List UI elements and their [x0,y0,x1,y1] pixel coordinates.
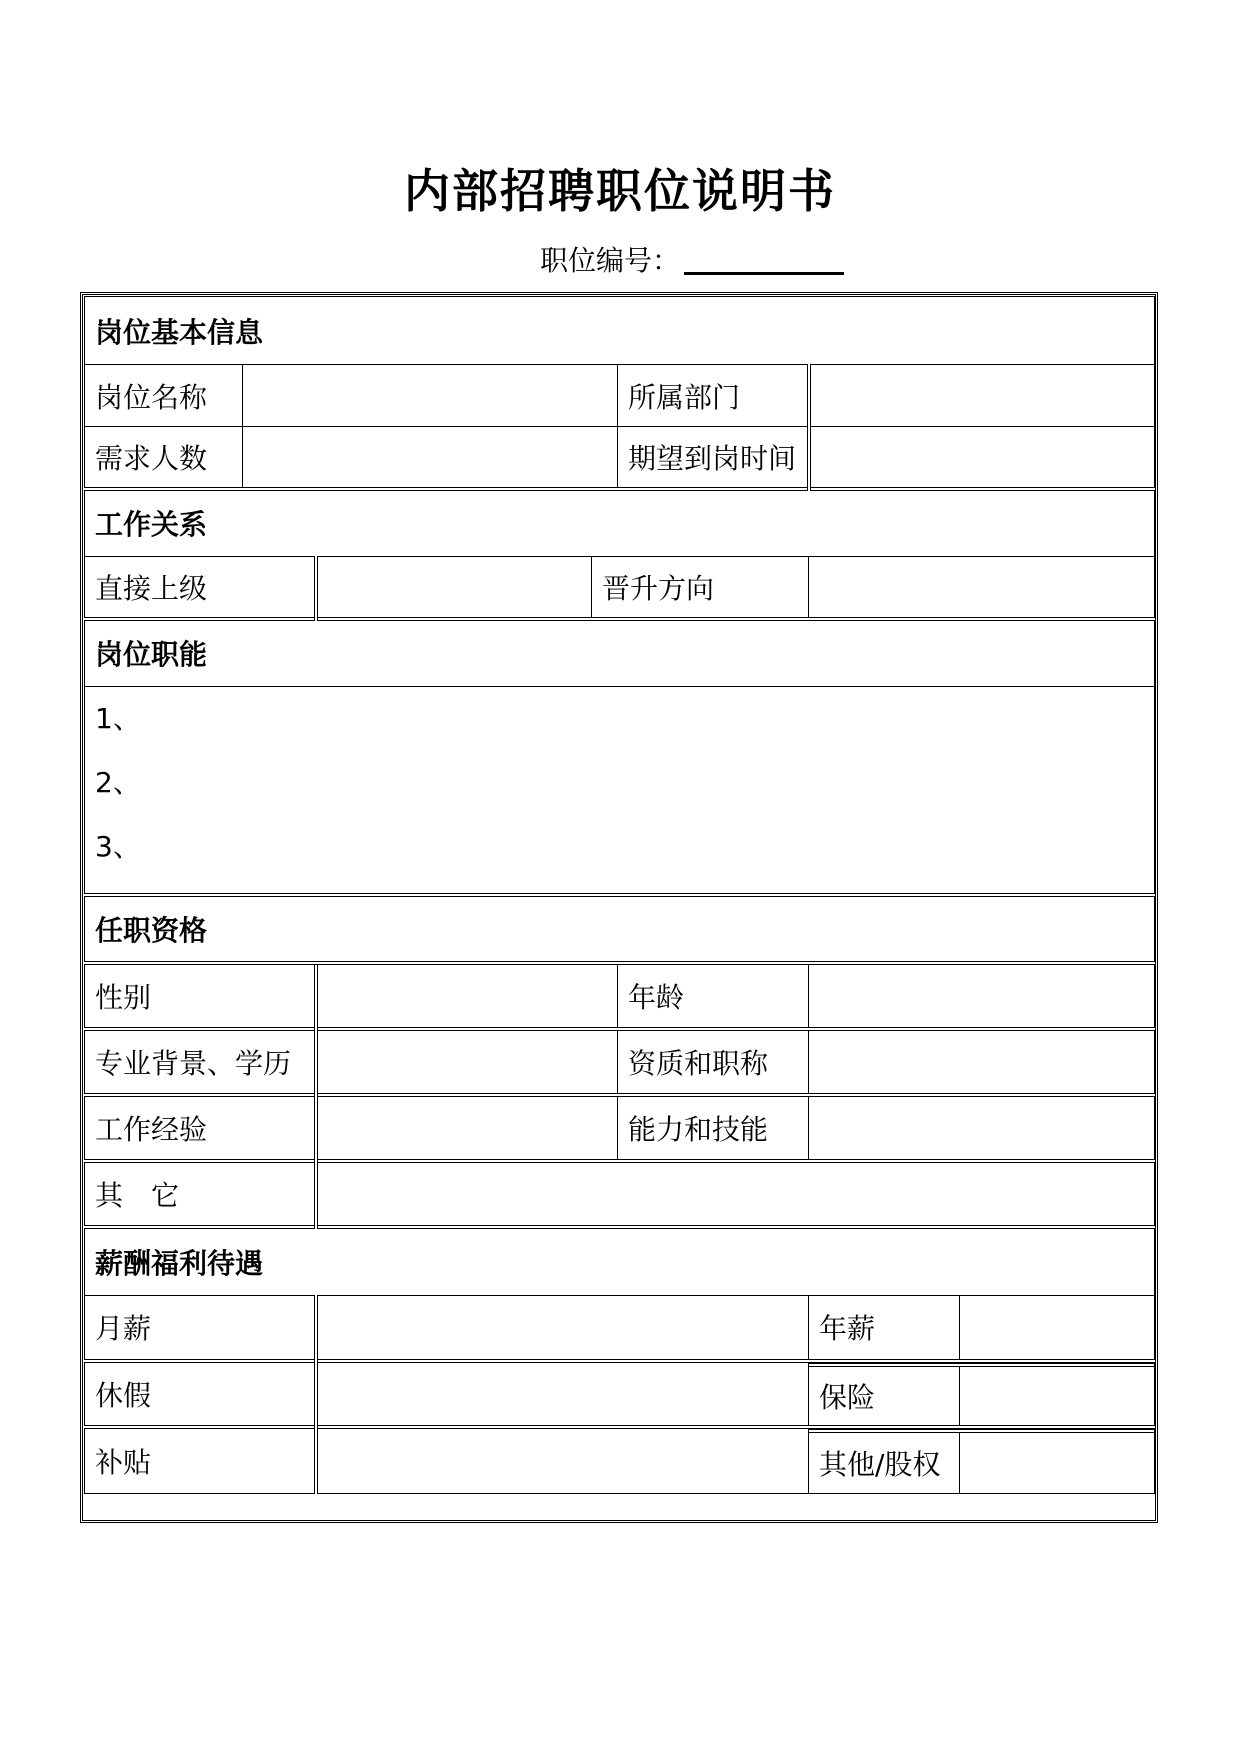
section-heading-relations: 工作关系 [85,489,1155,557]
field-label-equity: 其他/股权 [809,1431,959,1493]
duties-row [85,687,1155,896]
field-label-supervisor: 直接上级 [85,557,316,619]
field-label-other: 其 它 [85,1161,316,1227]
table-row [85,1029,1155,1095]
field-input-insurance-wrap[interactable] [809,1361,1155,1427]
field-label-position-name: 岗位名称 [85,365,243,427]
position-code-input[interactable] [684,246,844,275]
field-label-annual-salary: 年薪 [809,1296,959,1360]
field-input-supervisor[interactable] [316,557,592,619]
field-input-equity-wrap[interactable] [809,1427,1155,1493]
field-input-monthly-salary[interactable] [316,1295,809,1361]
field-input-other[interactable] [316,1161,1155,1227]
field-input-certification[interactable] [809,1029,1155,1095]
page-title: 内部招聘职位说明书 [404,164,836,218]
duties-area[interactable] [85,687,1155,896]
table-row [85,1161,1155,1227]
section-basic-row [85,297,1155,365]
field-input-annual-salary-wrap[interactable] [809,1295,1155,1361]
field-label-education: 专业背景、学历 [85,1029,316,1095]
field-input-vacation[interactable] [316,1361,809,1427]
section-heading-qualifications: 任职资格 [85,895,1155,963]
table-row [85,963,1155,1029]
field-input-headcount[interactable] [243,427,618,489]
position-code-label: 职位编号： [540,244,681,277]
field-label-expected-arrival: 期望到岗时间 [618,427,809,489]
field-label-monthly-salary: 月薪 [85,1295,316,1361]
field-input-age[interactable] [809,963,1155,1029]
field-input-department[interactable] [809,365,1155,427]
table-row [85,427,1155,489]
field-label-insurance: 保险 [809,1365,959,1425]
table-row [85,1095,1155,1161]
field-input-insurance[interactable] [959,1365,1154,1425]
field-label-experience: 工作经验 [85,1095,316,1161]
section-heading-duties: 岗位职能 [85,619,1155,687]
field-label-certification: 资质和职称 [618,1029,809,1095]
duty-item-1: 1、 [95,702,141,735]
section-duties-row [85,619,1155,687]
field-input-education[interactable] [316,1029,618,1095]
table-row [85,1427,1155,1493]
table-row [85,557,1155,619]
field-label-skills: 能力和技能 [618,1095,809,1161]
field-label-subsidy: 补贴 [85,1427,316,1493]
section-relations-row [85,489,1155,557]
field-input-subsidy[interactable] [316,1427,809,1493]
field-input-skills[interactable] [809,1095,1155,1161]
field-label-gender: 性别 [85,963,316,1029]
section-qualifications-row [85,895,1155,963]
field-input-promotion[interactable] [809,557,1155,619]
field-label-vacation: 休假 [85,1361,316,1427]
table-row [85,1361,1155,1427]
field-input-equity[interactable] [959,1431,1154,1493]
field-label-age: 年龄 [618,963,809,1029]
field-label-promotion: 晋升方向 [592,557,809,619]
field-label-department: 所属部门 [618,365,809,427]
section-benefits-row [85,1227,1155,1295]
section-heading-benefits: 薪酬福利待遇 [85,1227,1155,1295]
field-input-expected-arrival[interactable] [809,427,1155,489]
table-row [85,365,1155,427]
duty-item-2: 2、 [95,766,141,799]
job-description-table [84,296,1155,1494]
position-code-line [540,246,844,275]
table-row [85,1295,1155,1361]
duty-item-3: 3、 [95,830,141,863]
field-input-annual-salary[interactable] [959,1296,1154,1360]
field-input-gender[interactable] [316,963,618,1029]
field-input-experience[interactable] [316,1095,618,1161]
section-heading-basic: 岗位基本信息 [85,297,1155,365]
field-input-position-name[interactable] [243,365,618,427]
field-label-headcount: 需求人数 [85,427,243,489]
